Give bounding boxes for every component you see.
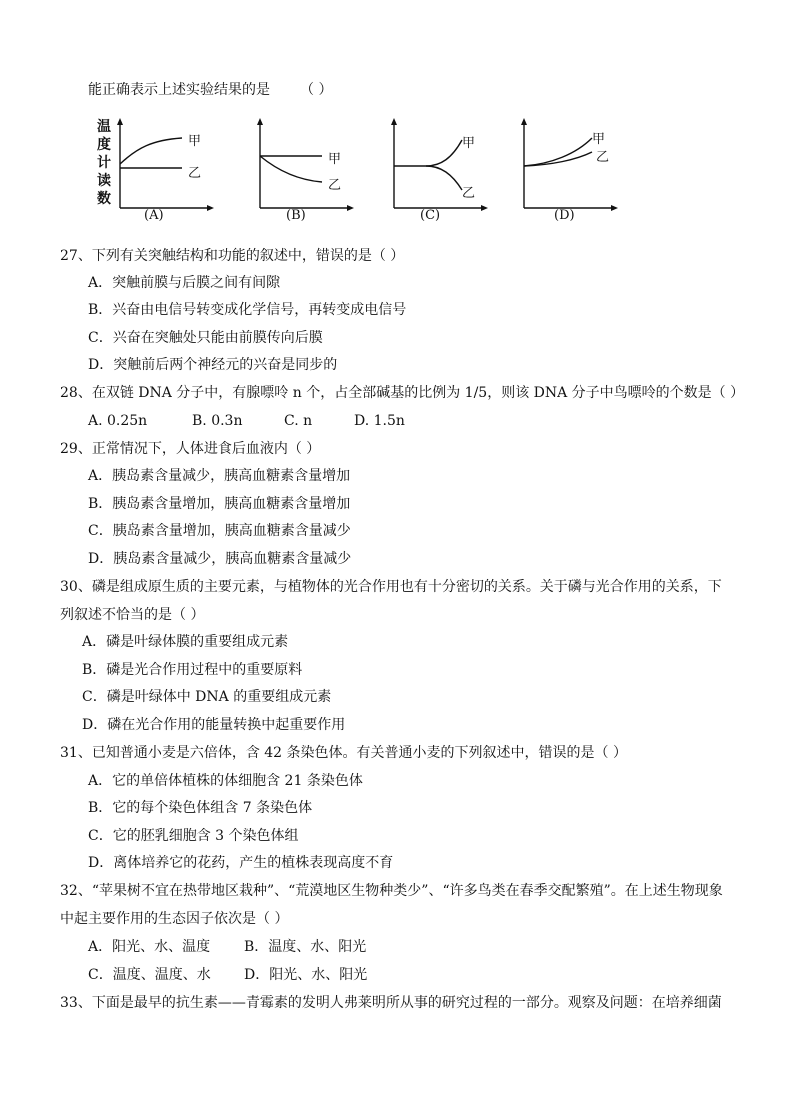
curve-yi bbox=[426, 166, 462, 190]
q31-option-b: B．它的每个染色体组含 7 条染色体 bbox=[88, 800, 313, 816]
figure-ylabel: 温 度 计 读 数 bbox=[97, 119, 111, 207]
q30-option-d: D．磷在光合作用的能量转换中起重要作用 bbox=[82, 717, 346, 733]
q32-option-b: B．温度、水、阳光 bbox=[244, 939, 367, 955]
label-yi: 乙 bbox=[462, 186, 476, 201]
q30-stem-cont: 列叙述不恰当的是（ ） bbox=[60, 607, 205, 623]
caption-c: (C) bbox=[420, 208, 441, 223]
q31-stem: 31、已知普通小麦是六倍体，含 42 条染色体。有关普通小麦的下列叙述中，错误的是（ ） bbox=[60, 745, 627, 761]
curve-jia bbox=[524, 138, 592, 166]
q27-option-d: D．突触前后两个神经元的兴奋是同步的 bbox=[88, 357, 338, 373]
graph-b-plot bbox=[252, 118, 362, 226]
q32-stem-cont: 中起主要作用的生态因子依次是（ ） bbox=[60, 911, 289, 927]
label-yi: 乙 bbox=[596, 150, 610, 165]
q28-option-c: C. n bbox=[284, 413, 313, 429]
intro-text: 能正确表示上述实验结果的是 bbox=[88, 82, 270, 98]
q30-option-c: C．磷是叶绿体中 DNA 的重要组成元素 bbox=[82, 689, 332, 705]
graph-b bbox=[252, 118, 362, 226]
q33-stem: 33、下面是最早的抗生素——青霉素的发明人弗莱明所从事的研究过程的一部分。观察及问题：在培养细菌 bbox=[60, 995, 722, 1011]
graph-c-plot bbox=[386, 118, 496, 226]
q28-stem: 28、在双链 DNA 分子中，有腺嘌呤 n 个，占全部碱基的比例为 1/5，则该 DNA 分子中鸟嘌呤的个数是（ ） bbox=[60, 385, 745, 401]
q28-option-d: D. 1.5n bbox=[354, 413, 405, 429]
q30-option-a: A．磷是叶绿体膜的重要组成元素 bbox=[82, 634, 289, 650]
q28-option-b: B. 0.3n bbox=[192, 413, 243, 429]
q29-option-a: A．胰岛素含量减少，胰高血糖素含量增加 bbox=[88, 468, 351, 484]
graph-a bbox=[112, 118, 222, 226]
q32-option-a: A．阳光、水、温度 bbox=[88, 939, 211, 955]
intro-question bbox=[88, 80, 332, 100]
caption-b: (B) bbox=[286, 208, 306, 223]
q28-option-a: A. 0.25n bbox=[88, 413, 148, 429]
q31-option-a: A．它的单倍体植株的体细胞含 21 条染色体 bbox=[88, 773, 363, 789]
q29-stem: 29、正常情况下，人体进食后血液内（ ） bbox=[60, 441, 321, 457]
q30-option-b: B．磷是光合作用过程中的重要原料 bbox=[82, 662, 303, 678]
answer-paren: （ ） bbox=[300, 82, 333, 98]
q27-option-c: C．兴奋在突触处只能由前膜传向后膜 bbox=[88, 330, 323, 346]
graph-d bbox=[516, 118, 626, 226]
q29-option-b: B．胰岛素含量增加，胰高血糖素含量增加 bbox=[88, 496, 351, 512]
graph-c bbox=[386, 118, 496, 226]
label-jia: 甲 bbox=[328, 152, 342, 167]
curve-yi bbox=[260, 156, 322, 182]
q32-stem: 32、“苹果树不宜在热带地区栽种”、“荒漠地区生物种类少”、“许多鸟类在春季交配繁殖”。在上述生物现象 bbox=[60, 883, 723, 899]
q27-stem: 27、下列有关突触结构和功能的叙述中，错误的是（ ） bbox=[60, 248, 405, 264]
label-yi: 乙 bbox=[188, 166, 202, 181]
q32-option-c: C．温度、温度、水 bbox=[88, 967, 211, 983]
label-jia: 甲 bbox=[462, 136, 476, 151]
q30-stem: 30、磷是组成原生质的主要元素，与植物体的光合作用也有十分密切的关系。关于磷与光合作用的关系，下 bbox=[60, 579, 722, 595]
q31-option-d: D．离体培养它的花药，产生的植株表现高度不育 bbox=[88, 855, 394, 871]
q27-option-a: A．突触前膜与后膜之间有间隙 bbox=[88, 275, 281, 291]
label-jia: 甲 bbox=[592, 132, 606, 147]
q32-option-d: D．阳光、水、阳光 bbox=[244, 967, 368, 983]
label-jia: 甲 bbox=[188, 134, 202, 149]
caption-d: (D) bbox=[554, 208, 575, 223]
q29-option-c: C．胰岛素含量增加，胰高血糖素含量减少 bbox=[88, 523, 351, 539]
label-yi: 乙 bbox=[328, 178, 342, 193]
q27-option-b: B．兴奋由电信号转变成化学信号，再转变成电信号 bbox=[88, 302, 407, 318]
graph-a-plot bbox=[112, 118, 222, 226]
curve-jia bbox=[120, 138, 182, 164]
q29-option-d: D．胰岛素含量减少，胰高血糖素含量减少 bbox=[88, 551, 352, 567]
q31-option-c: C．它的胚乳细胞含 3 个染色体组 bbox=[88, 828, 299, 844]
curve-jia bbox=[394, 140, 462, 166]
caption-a: (A) bbox=[144, 208, 164, 223]
